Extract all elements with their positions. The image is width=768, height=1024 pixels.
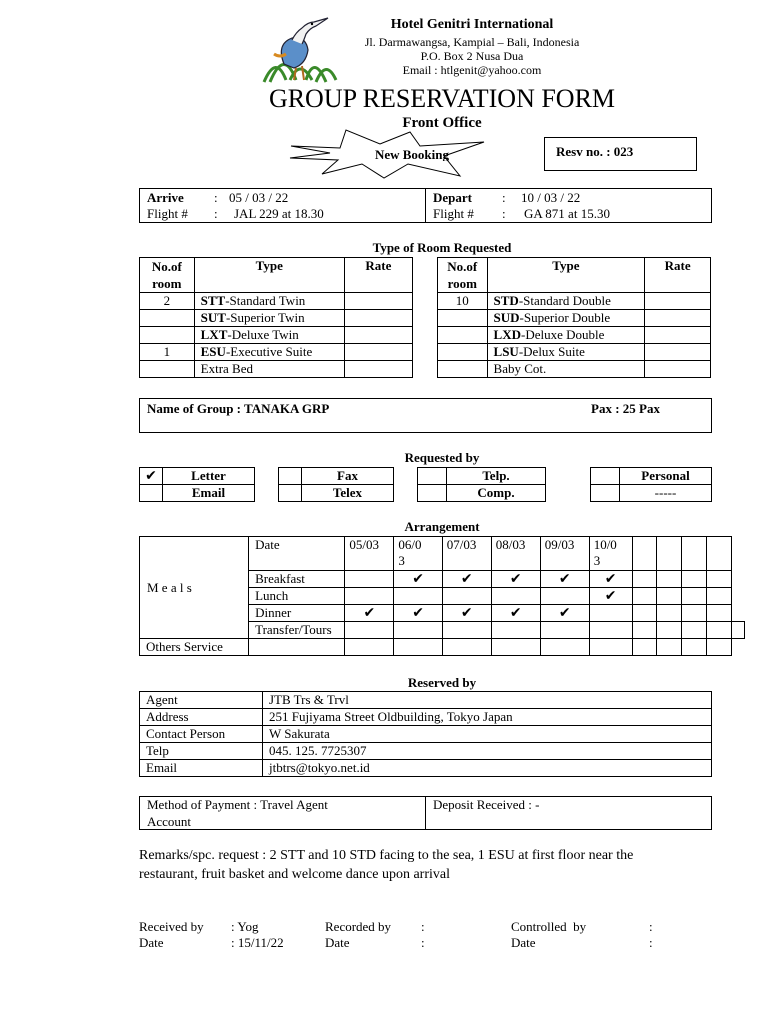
hotel-address-line1: Jl. Darmawangsa, Kampial – Bali, Indonesia (364, 35, 580, 49)
stay-box (139, 188, 712, 223)
group-pax: Pax : 25 Pax (591, 401, 660, 416)
arrive-date: 05 / 03 / 22 (229, 190, 289, 205)
lunch-cell (394, 588, 442, 605)
personal-dashes: ----- (620, 485, 712, 502)
dates-cell (632, 537, 657, 571)
room-name: -Deluxe Twin (227, 327, 299, 342)
room-name: -Executive Suite (225, 344, 313, 359)
received-by-label: Received by (139, 919, 204, 934)
resv-no: Resv no. : 023 (556, 144, 634, 159)
room-no-header: No.of (447, 259, 478, 274)
dates-cell (707, 537, 732, 571)
room-rate-header: Rate (645, 258, 711, 293)
room-count (140, 310, 195, 327)
room-count (438, 344, 488, 361)
table-row (140, 327, 413, 344)
reserved-value: 045. 125. 7725307 (263, 743, 712, 760)
deposit-received: Deposit Received : - (433, 797, 540, 812)
room-name: -Superior Twin (225, 310, 305, 325)
room-count: 10 (438, 293, 488, 310)
dinner-cell: ✔ (394, 605, 442, 622)
lunch-cell (707, 588, 732, 605)
service-cell (491, 622, 540, 639)
lunch-cell (491, 588, 540, 605)
service-cell (707, 639, 732, 656)
room-name: -Superior Double (519, 310, 611, 325)
room-no-header: No.of (151, 259, 182, 274)
room-code: LSU (493, 344, 519, 359)
hotel-name: Hotel Genitri International (390, 17, 554, 32)
hotel-email: Email : htlgenit@yahoo.com (402, 63, 542, 77)
requested-by-title: Requested by (404, 450, 480, 465)
dinner-cell (657, 605, 682, 622)
dinner-cell (682, 605, 707, 622)
personal-label: Personal (620, 468, 712, 485)
service-cell (540, 622, 589, 639)
reserved-value: jtbtrs@tokyo.net.id (263, 760, 712, 777)
room-code: ESU (200, 344, 226, 359)
room-name: Baby Cot. (493, 361, 547, 376)
others-service-label: Others Service (140, 639, 249, 656)
request-telp-comp (417, 467, 546, 502)
room-count (140, 327, 195, 344)
remarks-line1: Remarks/spc. request : 2 STT and 10 STD facing to the sea, 1 ESU at first floor near the (139, 848, 634, 863)
dinner-cell: ✔ (442, 605, 491, 622)
dinner-cell (589, 605, 632, 622)
received-by-value: : Yog (231, 919, 259, 934)
dates-cell: 08/03 (491, 537, 540, 571)
reserved-value: W Sakurata (263, 726, 712, 743)
letter-label: Letter (163, 468, 255, 485)
reserved-label: Telp (140, 743, 263, 760)
letter-checkbox[interactable]: ✔ (140, 468, 163, 485)
reserved-value: JTB Trs & Trvl (263, 692, 712, 709)
controlled-by-label: Controlled by (511, 919, 587, 934)
recorded-date-value: : (421, 935, 425, 950)
service-cell (491, 639, 540, 656)
email-label: Email (163, 485, 255, 502)
blank-checkbox[interactable] (591, 485, 620, 502)
breakfast-cell: ✔ (589, 571, 632, 588)
breakfast-label: Breakfast (249, 571, 345, 588)
room-type-header: Type (487, 258, 645, 293)
room-table-right (437, 257, 711, 378)
room-rate (344, 361, 412, 378)
lunch-cell: ✔ (589, 588, 632, 605)
room-name: -Standard Double (518, 293, 611, 308)
room-count (140, 361, 195, 378)
room-code: STD (493, 293, 519, 308)
room-name: -Delux Suite (518, 344, 585, 359)
table-row (140, 361, 413, 378)
reserved-label: Email (140, 760, 263, 777)
departure-flight: GA 871 at 15.30 (524, 206, 610, 221)
new-booking-label: New Booking (374, 147, 450, 161)
controlled-by-value: : (649, 919, 653, 934)
room-rate (645, 361, 711, 378)
room-rate (344, 327, 412, 344)
service-cell (345, 639, 394, 656)
service-cell (589, 622, 632, 639)
telex-checkbox[interactable] (279, 485, 302, 502)
dates-cell: 09/03 (540, 537, 589, 571)
dinner-cell: ✔ (491, 605, 540, 622)
received-date-value: : 15/11/22 (231, 935, 284, 950)
depart-date: 10 / 03 / 22 (521, 190, 581, 205)
hotel-address-line2: P.O. Box 2 Nusa Dua (420, 49, 524, 63)
service-cell (682, 622, 707, 639)
service-cell (394, 639, 442, 656)
room-rate (344, 344, 412, 361)
room-rate (645, 344, 711, 361)
departure-flight-sep: : (502, 206, 506, 221)
room-rate (344, 310, 412, 327)
table-row (140, 310, 413, 327)
breakfast-cell (632, 571, 657, 588)
room-rate-header: Rate (344, 258, 412, 293)
room-code: SUD (493, 310, 520, 325)
room-name: -Standard Twin (225, 293, 306, 308)
room-count (438, 327, 488, 344)
remarks-line2: restaurant, fruit basket and welcome dance upon arrival (139, 867, 450, 882)
breakfast-cell: ✔ (540, 571, 589, 588)
table-row (140, 743, 712, 760)
room-type-header: Type (194, 258, 344, 293)
lunch-cell (632, 588, 657, 605)
room-no-header-2: room (152, 276, 182, 291)
room-type-title: Type of Room Requested (372, 240, 512, 255)
controlled-date-value: : (649, 935, 653, 950)
reserved-label: Agent (140, 692, 263, 709)
breakfast-cell: ✔ (442, 571, 491, 588)
arrive-sep: : (214, 190, 218, 205)
telp-checkbox[interactable] (418, 468, 447, 485)
arrive-label: Arrive (147, 190, 184, 205)
form-title: GROUP RESERVATION FORM (268, 84, 616, 113)
comp-label: Comp. (447, 485, 546, 502)
payment-method-2: Account (147, 814, 192, 829)
room-count (438, 310, 488, 327)
room-no-header-2: room (447, 276, 477, 291)
room-code: SUT (200, 310, 226, 325)
group-name: Name of Group : TANAKA GRP (147, 401, 330, 416)
dates-cell: 06/0 3 (394, 537, 442, 571)
room-count: 2 (140, 293, 195, 310)
dates-cell (657, 537, 682, 571)
telex-label: Telex (302, 485, 394, 502)
room-rate (645, 293, 711, 310)
recorded-date-label: Date (325, 935, 350, 950)
table-row (438, 327, 711, 344)
room-table-left (139, 257, 413, 378)
arrangement-table (139, 536, 745, 656)
date-label: Date (249, 537, 345, 571)
table-row (438, 361, 711, 378)
personal-checkbox[interactable] (591, 468, 620, 485)
breakfast-cell (707, 571, 732, 588)
depart-sep: : (502, 190, 506, 205)
dinner-cell (707, 605, 732, 622)
service-cell (682, 639, 707, 656)
room-rate (645, 327, 711, 344)
reserved-label: Address (140, 709, 263, 726)
breakfast-cell: ✔ (394, 571, 442, 588)
meals-label: M e a l s (140, 537, 249, 639)
breakfast-cell (657, 571, 682, 588)
lunch-cell (540, 588, 589, 605)
payment-box (139, 796, 712, 830)
payment-method: Method of Payment : Travel Agent (147, 797, 328, 812)
comp-checkbox[interactable] (418, 485, 447, 502)
service-cell (657, 639, 682, 656)
room-count (438, 361, 488, 378)
depart-label: Depart (433, 190, 472, 205)
lunch-cell (442, 588, 491, 605)
received-date-label: Date (139, 935, 164, 950)
room-rate (344, 293, 412, 310)
service-cell (707, 622, 732, 639)
service-cell (442, 622, 491, 639)
table-row (140, 344, 413, 361)
service-cell (589, 639, 632, 656)
room-code: LXD (493, 327, 521, 342)
table-row (140, 692, 712, 709)
dates-cell: 10/0 3 (589, 537, 632, 571)
table-row (438, 310, 711, 327)
request-fax-telex (278, 467, 394, 502)
fax-label: Fax (302, 468, 394, 485)
table-row (438, 344, 711, 361)
group-box (139, 398, 712, 433)
reserved-value: 251 Fujiyama Street Oldbuilding, Tokyo Japan (263, 709, 712, 726)
lunch-label: Lunch (249, 588, 345, 605)
reserved-by-title: Reserved by (407, 675, 477, 690)
dinner-label: Dinner (249, 605, 345, 622)
room-rate (645, 310, 711, 327)
request-letter-email (139, 467, 255, 502)
table-row (140, 760, 712, 777)
lunch-cell (682, 588, 707, 605)
lunch-cell (657, 588, 682, 605)
room-count: 1 (140, 344, 195, 361)
recorded-by-value: : (421, 919, 425, 934)
resv-no-box (544, 137, 697, 171)
recorded-by-label: Recorded by (325, 919, 392, 934)
breakfast-cell (682, 571, 707, 588)
dinner-cell (632, 605, 657, 622)
arrival-flight-sep: : (214, 206, 218, 221)
service-cell (540, 639, 589, 656)
room-code: STT (200, 293, 226, 308)
table-row (438, 293, 711, 310)
service-cell (632, 639, 657, 656)
service-cell (442, 639, 491, 656)
service-cell (732, 622, 745, 639)
email-checkbox[interactable] (140, 485, 163, 502)
dinner-cell: ✔ (345, 605, 394, 622)
arrival-flight-label: Flight # (147, 206, 188, 221)
room-name: Extra Bed (200, 361, 253, 376)
table-row (140, 709, 712, 726)
dates-cell: 05/03 (345, 537, 394, 571)
reserved-label: Contact Person (140, 726, 263, 743)
arrival-flight: JAL 229 at 18.30 (234, 206, 324, 221)
dates-cell (682, 537, 707, 571)
table-row (140, 726, 712, 743)
room-name: -Deluxe Double (520, 327, 605, 342)
service-cell (657, 622, 682, 639)
departure-flight-label: Flight # (433, 206, 474, 221)
breakfast-cell: ✔ (491, 571, 540, 588)
breakfast-cell (345, 571, 394, 588)
reserved-by-table (139, 691, 712, 777)
dates-cell: 07/03 (442, 537, 491, 571)
table-row (140, 293, 413, 310)
department-label: Front Office (402, 115, 482, 131)
controlled-date-label: Date (511, 935, 536, 950)
transfer-label: Transfer/Tours (249, 622, 345, 639)
telp-label: Telp. (447, 468, 546, 485)
heron-logo-icon (256, 14, 340, 84)
service-cell (632, 622, 657, 639)
arrangement-title: Arrangement (404, 519, 480, 534)
fax-checkbox[interactable] (279, 468, 302, 485)
dinner-cell: ✔ (540, 605, 589, 622)
request-personal (590, 467, 712, 502)
lunch-cell (345, 588, 394, 605)
service-cell (394, 622, 442, 639)
room-code: LXT (200, 327, 228, 342)
